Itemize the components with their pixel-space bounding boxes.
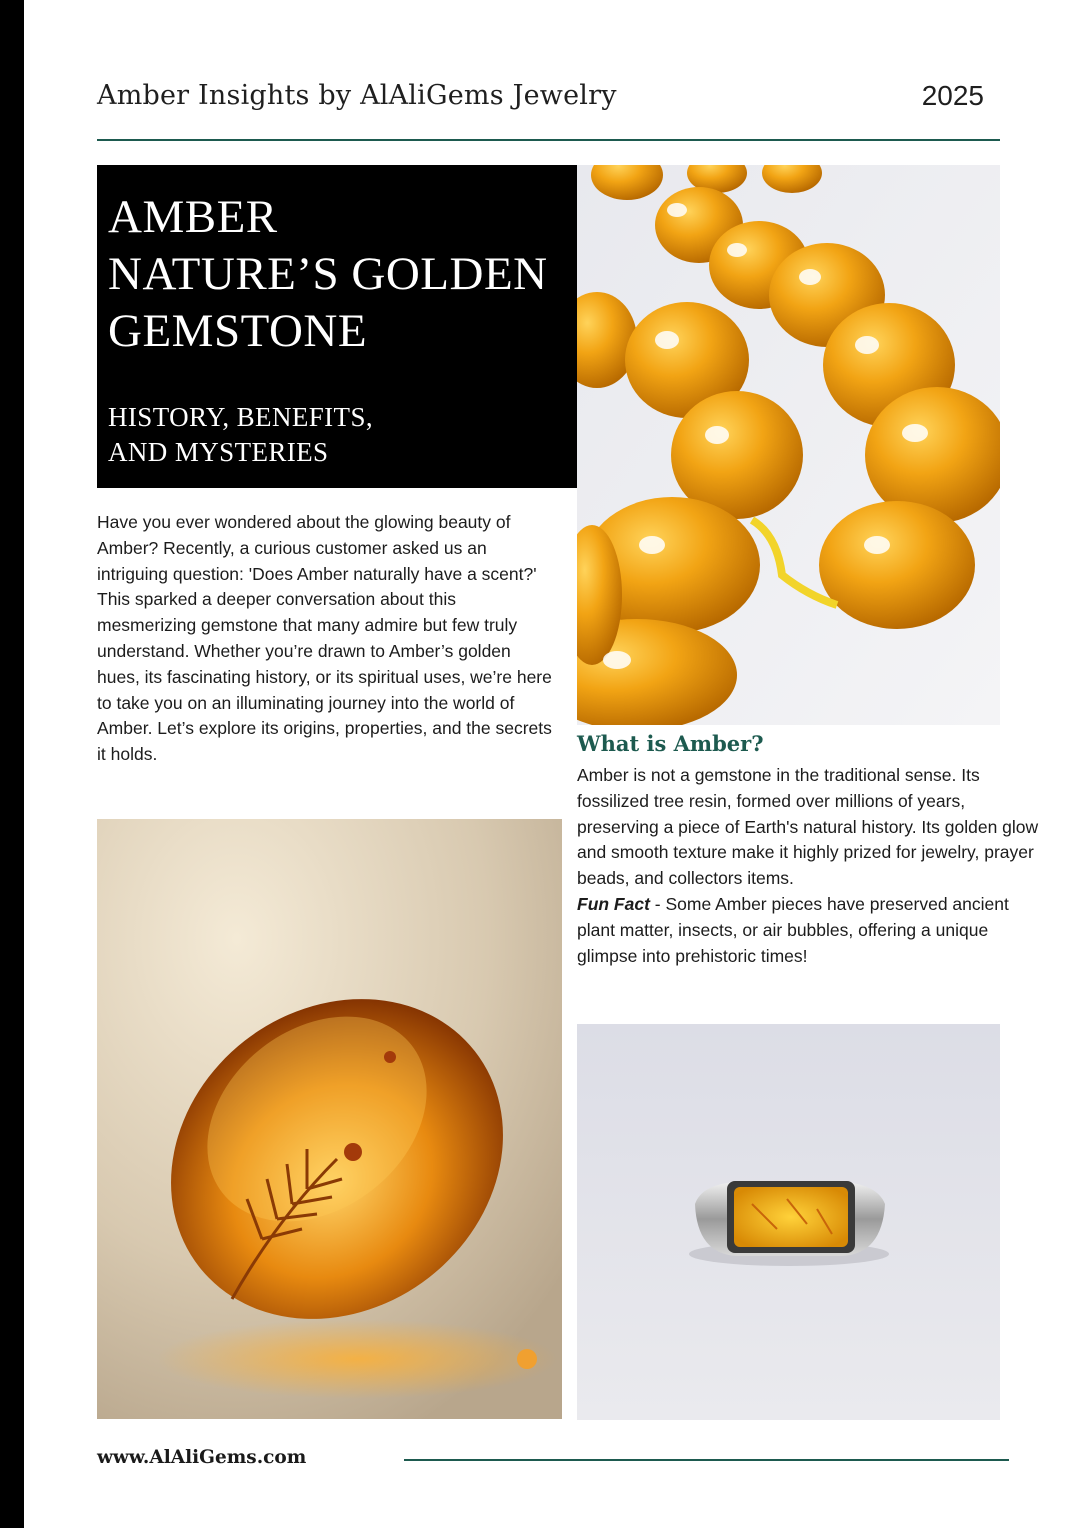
- header-title: Amber Insights by AlAliGems Jewelry: [97, 80, 617, 111]
- amber-stone-photo: [97, 819, 562, 1419]
- footer-website-link[interactable]: www.AlAliGems.com: [97, 1447, 307, 1468]
- header-year: 2025: [921, 80, 984, 111]
- amber-beads-photo: [577, 165, 1000, 725]
- hero-subtitle-line: AND MYSTERIES: [108, 437, 329, 467]
- hero-subtitle-line: HISTORY, BENEFITS,: [108, 402, 374, 432]
- footer-divider: [404, 1459, 1009, 1461]
- amber-ring-photo: [577, 1024, 1000, 1420]
- fun-fact-label: Fun Fact: [577, 893, 650, 914]
- section-body-what-is-amber: [577, 763, 1047, 969]
- header-divider: [97, 139, 1000, 141]
- intro-paragraph: Have you ever wondered about the glowing beauty of Amber? Recently, a curious customer asked us an intriguing question: 'Does Amber naturally have a scent?' This sparked a deeper conversation about this mesmerizing gemstone that many admire but few truly understand. Whether you’re drawn to Amber’s golden hues, its fascinating history, or its spiritual uses, we’re here to take you on an illuminating journey into the world of Amber. Let’s explore its origins, properties, and the secrets it holds.: [97, 512, 552, 765]
- hero-subtitle: [108, 400, 577, 470]
- hero-title-box: [97, 165, 577, 488]
- fun-fact-text: - Some Amber pieces have preserved ancient plant matter, insects, or air bubbles, offering a unique glimpse into prehistoric times!: [577, 893, 1009, 966]
- section-heading-what-is-amber: What is Amber?: [577, 731, 764, 756]
- left-edge-bar: [0, 0, 24, 1528]
- hero-title-line: GEMSTONE: [108, 305, 368, 357]
- hero-title-line: AMBER: [108, 191, 278, 243]
- hero-title-line: NATURE’S GOLDEN: [108, 248, 548, 300]
- what-is-amber-text: Amber is not a gemstone in the traditional sense. Its fossilized tree resin, formed over millions of years, preserving a piece of Earth's natural history. Its golden glow and smooth texture make it highly prized for jewelry, prayer beads, and collectors items.: [577, 765, 1039, 889]
